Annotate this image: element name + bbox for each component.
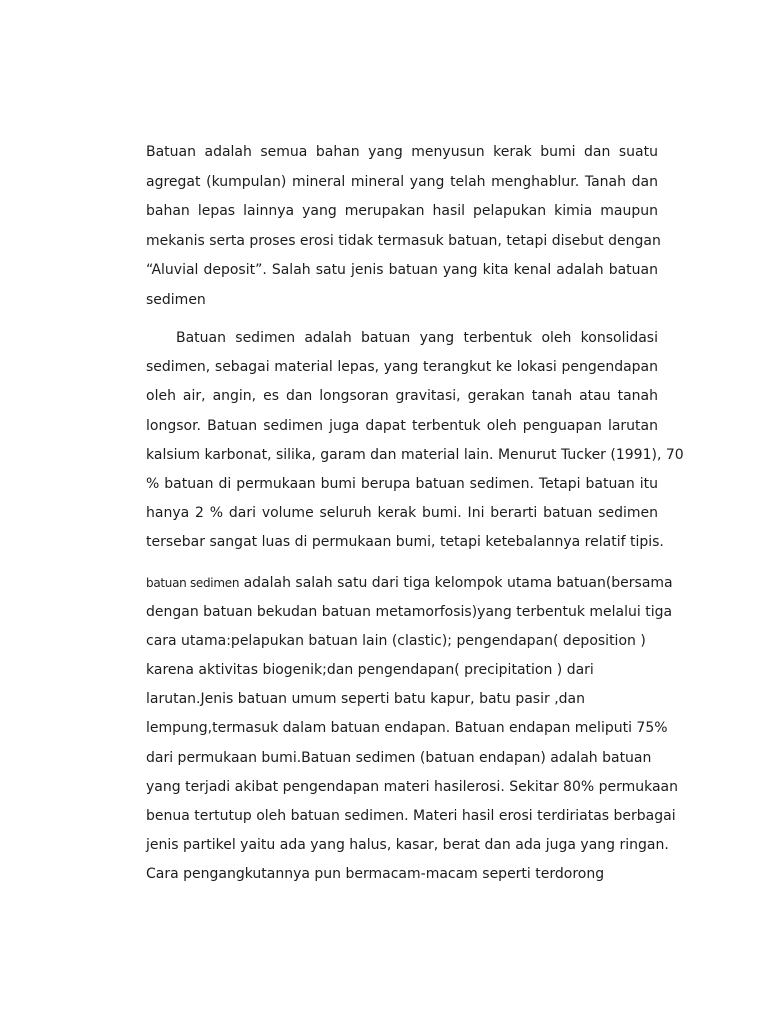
paragraph-3-line: larutan.Jenis batuan umum seperti batu kapur, batu pasir ,dan [146,691,585,708]
paragraph-3-line: karena aktivitas biogenik;dan pengendapan( precipitation ) dari [146,662,594,679]
paragraph-3 [146,569,679,890]
paragraph-3-line: dari permukaan bumi.Batuan sedimen (batuan endapan) adalah batuan [146,749,652,766]
paragraph-3-first-line [146,569,673,598]
paragraph-2-line: Batuan sedimen adalah batuan yang terbentuk oleh konsolidasi [176,330,658,346]
document-page [146,138,684,890]
paragraph-2-line: longsor. Batuan sedimen juga dapat terbentuk oleh penguapan larutan [146,417,658,434]
paragraph-2-line: oleh air, angin, es dan longsoran gravitasi, gerakan tanah atau tanah [146,388,658,405]
paragraph-1-line: bahan lepas lainnya yang merupakan hasil pelapukan kimia maupun [146,203,658,219]
paragraph-3-line: Cara pengangkutannya pun bermacam-macam seperti terdorong [146,866,605,883]
paragraph-2-line: % batuan di permukaan bumi berupa batuan sedimen. Tetapi batuan itu [146,475,658,492]
paragraph-1-line: “Aluvial deposit”. Salah satu jenis batuan yang kita kenal adalah batuan [146,262,658,278]
paragraph-3-line: lempung,termasuk dalam batuan endapan. Batuan endapan meliputi 75% [146,720,668,737]
paragraph-3-line: yang terjadi akibat pengendapan materi hasilerosi. Sekitar 80% permukaan [146,778,679,795]
paragraph-1-line: agregat (kumpulan) mineral mineral yang telah menghablur. Tanah dan [146,173,658,190]
paragraph-3-line: dengan batuan bekudan batuan metamorfosis)yang terbentuk melalui tiga [146,603,673,620]
paragraph-2-line: sedimen, sebagai material lepas, yang terangkut ke lokasi pengendapan [146,359,658,376]
paragraph-3-line: jenis partikel yaitu ada yang halus, kasar, berat dan ada juga yang ringan. [146,837,669,854]
paragraph-3-line: benua tertutup oleh batuan sedimen. Materi hasil erosi terdiriatas berbagai [146,808,676,824]
paragraph-1 [146,138,661,315]
paragraph-2-line: hanya 2 % dari volume seluruh kerak bumi. Ini berarti batuan sedimen [146,505,658,522]
paragraph-3-line: cara utama:pelapukan batuan lain (clastic); pengendapan( deposition ) [146,632,646,649]
paragraph-3-small-run: batuan sedimen [146,575,240,590]
paragraph-2 [146,324,684,558]
paragraph-1-line: sedimen [146,291,206,308]
paragraph-2-line: kalsium karbonat, silika, garam dan material lain. Menurut Tucker (1991), 70 [146,446,684,463]
paragraph-2-line: tersebar sangat luas di permukaan bumi, tetapi ketebalannya relatif tipis. [146,534,664,551]
paragraph-1-line: Batuan adalah semua bahan yang menyusun kerak bumi dan suatu [146,144,658,160]
paragraph-3-first-line-rest: adalah salah satu dari tiga kelompok utama batuan(bersama [239,574,673,591]
paragraph-1-line: mekanis serta proses erosi tidak termasuk batuan, tetapi disebut dengan [146,232,661,249]
